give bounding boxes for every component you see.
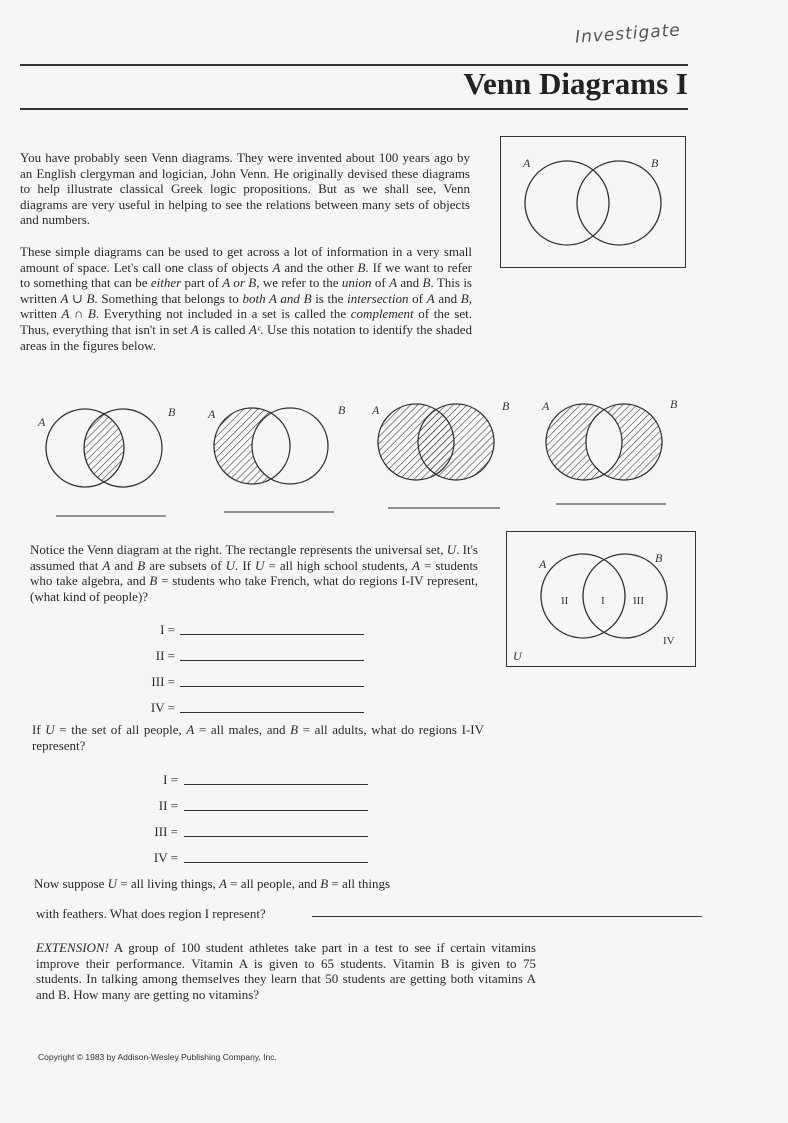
var-a: A	[426, 290, 435, 306]
text: = all high school students,	[264, 557, 412, 573]
region-label: I =	[160, 622, 175, 637]
p2-text: is called	[198, 321, 249, 337]
text: = all adults, what do regions I-IV represent?	[32, 722, 484, 753]
notice-paragraph	[30, 542, 478, 604]
fig1-label-b: B	[168, 405, 176, 419]
fig4-label-a: A	[542, 399, 550, 413]
text: Now suppose	[34, 876, 108, 891]
p2-text: of	[408, 290, 427, 306]
answer-line[interactable]	[180, 686, 364, 687]
p2-text: . This is written	[20, 275, 472, 306]
var: B	[290, 722, 299, 737]
fig3-label-a: A	[372, 403, 380, 417]
extension-text: A group of 100 student athletes take part in a test to see if certain vitamins improve their performance. Vitamin A is given to 65 students. Vitamin B is given to 75 students. In talking among themselves they learn that 50 students are getting both vitamins A and B. How many are getting no vitamins?	[36, 940, 536, 1002]
text: = all people, and	[226, 876, 321, 891]
region-ii-label: II	[561, 595, 569, 607]
answer-line[interactable]	[184, 810, 368, 811]
question-3-line-1	[34, 876, 494, 892]
text: . If	[235, 557, 256, 573]
circle-b	[577, 161, 661, 245]
p2-text: and	[397, 275, 423, 291]
title-underline	[20, 108, 688, 110]
var-a: A	[190, 321, 199, 337]
text: = the set of all people,	[54, 722, 187, 737]
region-label: II =	[155, 648, 175, 663]
p2-text: part of	[181, 275, 223, 291]
fig1-label-a: A	[38, 415, 46, 429]
var: B	[137, 557, 146, 573]
emph-both: both A and B	[242, 290, 312, 306]
regions-venn-diagram	[507, 532, 695, 666]
text: and	[110, 557, 138, 573]
text: = all males, and	[194, 722, 291, 737]
answer-line[interactable]	[180, 634, 364, 635]
p2-text: , written	[20, 290, 472, 322]
var: U	[446, 542, 457, 557]
var-a: A	[389, 275, 398, 291]
region-iv-label: IV	[663, 635, 675, 647]
text: = all things	[328, 876, 391, 891]
fig2-label-b: B	[338, 403, 346, 417]
regions-venn-box	[506, 531, 696, 667]
p2-text: and the other	[280, 259, 358, 275]
venn-figure-1	[37, 405, 176, 487]
emph-complement: complement	[350, 306, 414, 322]
var: B	[149, 573, 158, 589]
var-a: A	[272, 259, 281, 275]
fig2-label-a: A	[208, 407, 216, 421]
var-b: B	[422, 275, 431, 291]
label-b: B	[651, 156, 659, 170]
fig4-label-b: B	[670, 397, 678, 411]
p2-text: . Everything not included in a set is called the	[95, 306, 351, 322]
extension-label: EXTENSION!	[36, 940, 109, 955]
intersection-notation: A ∩ B	[61, 306, 96, 322]
circle-a	[525, 161, 609, 245]
venn-figure-2	[207, 403, 346, 484]
text: = students who take algebra, and	[30, 557, 478, 589]
label-u: U	[513, 649, 522, 663]
shaded-venn-figures	[20, 392, 720, 528]
p2-text: of the set. Thus, everything that isn't in set	[20, 306, 472, 337]
label-a: A	[523, 156, 531, 170]
answer-line[interactable]	[184, 862, 368, 863]
answer-line[interactable]	[180, 712, 364, 713]
text: . It's assumed that	[30, 542, 478, 573]
p2-text: . Something that belongs to	[94, 290, 243, 306]
p2-text: , we refer to the	[256, 275, 342, 291]
intro-venn-diagram	[501, 137, 685, 267]
intro-paragraph-1: You have probably seen Venn diagrams. They were invented about 100 years ago by an English clergyman and logician, John Venn. He originally devised these diagrams to help illustrate classical Greek logic propositions. But as we shall see, Venn diagrams are very useful in helping to see the relations between many sets of objects and numbers.	[20, 150, 470, 228]
text: Notice the Venn diagram at the right. The rectangle represents the universal set,	[30, 542, 447, 557]
venn-figure-4	[541, 397, 678, 480]
text: If	[32, 722, 46, 737]
text: = all living things,	[117, 876, 220, 891]
p2-text: These simple diagrams can be used to get across a lot of information in a very small amount of space. Let's call one class of objects	[20, 244, 472, 275]
or-b: or	[230, 275, 249, 291]
var: U	[225, 557, 236, 573]
question-3-line-2: with feathers. What does region I represent?	[36, 906, 266, 921]
intro-venn-box	[500, 136, 686, 268]
var: A	[186, 722, 195, 737]
venn-figure-3	[371, 399, 510, 480]
p2-text: is the	[311, 290, 348, 306]
answer-line[interactable]	[184, 836, 368, 837]
answer-line[interactable]	[184, 784, 368, 785]
p2-text: . If we want to refer to something that can be	[20, 259, 472, 291]
handwritten-note: Investigate	[574, 20, 682, 48]
region-label: IV =	[153, 850, 178, 865]
region-iii-label: III	[633, 595, 644, 607]
region-label: IV =	[150, 700, 175, 715]
var: A	[219, 876, 227, 891]
var: A	[411, 557, 420, 573]
page-title: Venn Diagrams I	[463, 66, 688, 101]
p2-text: and	[434, 290, 461, 306]
var-b: B	[460, 290, 469, 306]
region-label: III =	[151, 674, 175, 689]
fig3-label-b: B	[502, 399, 510, 413]
intro-paragraph-2	[20, 244, 472, 353]
text: are subsets of	[145, 557, 226, 573]
var-b: B	[248, 275, 257, 291]
region-i-label: I	[601, 595, 605, 607]
label-b: B	[655, 551, 663, 565]
var: B	[320, 876, 329, 891]
text: = students who take French, what do regions I-IV represent, (what kind of people)?	[30, 573, 478, 604]
var-b: B	[357, 259, 366, 275]
complement-notation: Aᶜ	[248, 321, 261, 337]
emph-union: union	[341, 275, 372, 291]
answer-line[interactable]	[180, 660, 364, 661]
var: U	[45, 722, 55, 737]
var: U	[255, 557, 265, 573]
region-label: III =	[154, 824, 178, 839]
p2-text: . Use this notation to identify the shaded areas in the figures below.	[20, 321, 472, 353]
extension-paragraph	[36, 940, 536, 1002]
var: U	[107, 876, 118, 891]
var: A	[102, 557, 111, 573]
p2-text: of	[371, 275, 390, 291]
emph-intersection: intersection	[347, 290, 409, 306]
copyright: Copyright © 1983 by Addison-Wesley Publishing Company, Inc.	[38, 1052, 277, 1062]
var-a: A	[222, 275, 230, 291]
answer-line[interactable]	[312, 916, 702, 917]
region-label: II =	[158, 798, 178, 813]
emph-either: either	[150, 275, 182, 291]
label-a: A	[539, 557, 547, 571]
union-notation: A ∪ B	[60, 290, 95, 306]
region-label: I =	[163, 772, 178, 787]
question-2	[32, 722, 484, 753]
